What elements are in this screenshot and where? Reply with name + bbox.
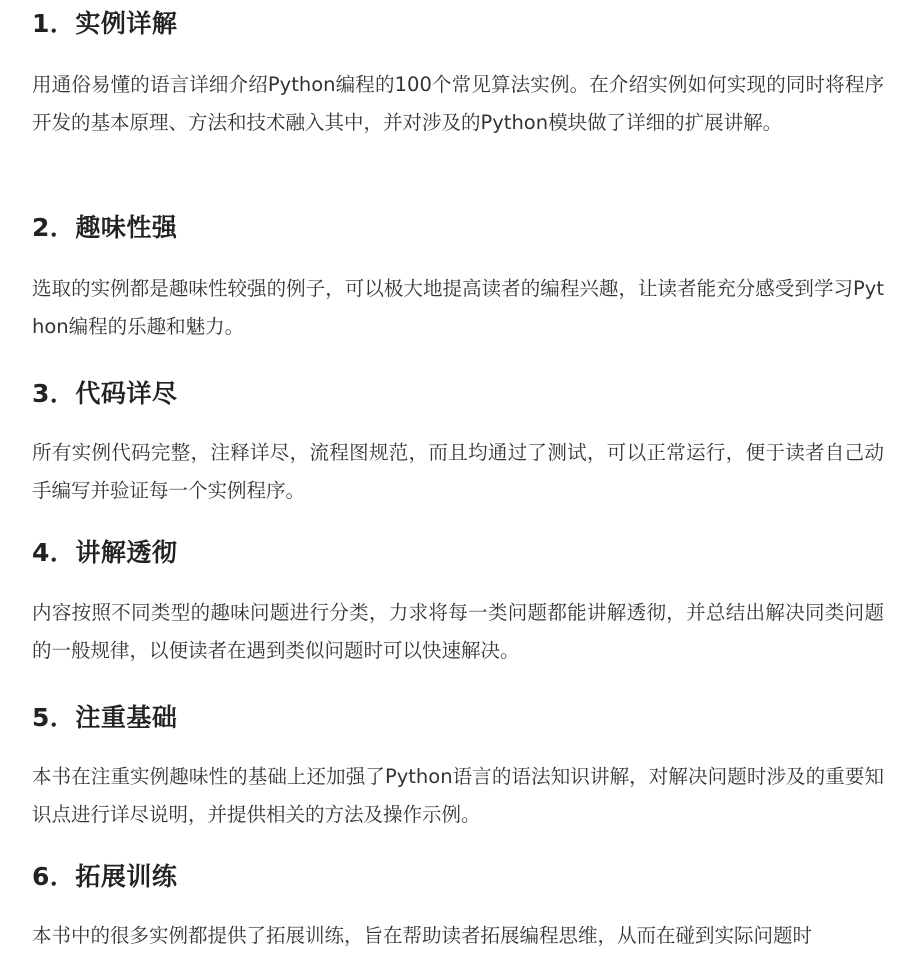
section-heading-2: 2．趣味性强: [32, 213, 178, 242]
section-heading-4: 4．讲解透彻: [32, 538, 178, 567]
section-heading-6: 6．拓展训练: [32, 862, 178, 891]
section-paragraph-5: 本书在注重实例趣味性的基础上还加强了Python语言的语法知识讲解，对解决问题时涉及的重要知识点进行详尽说明，并提供相关的方法及操作示例。: [32, 765, 884, 826]
section-paragraph-2: 选取的实例都是趣味性较强的例子，可以极大地提高读者的编程兴趣，让读者能充分感受到学习Python编程的乐趣和魅力。: [32, 277, 884, 338]
section-paragraph-6: 本书中的很多实例都提供了拓展训练，旨在帮助读者拓展编程思维，从而在碰到实际问题时: [32, 924, 813, 947]
section-paragraph-4: 内容按照不同类型的趣味问题进行分类，力求将每一类问题都能讲解透彻，并总结出解决同类问题的一般规律，以便读者在遇到类似问题时可以快速解决。: [32, 601, 884, 662]
section-heading-5: 5．注重基础: [32, 703, 178, 732]
section-heading-3: 3．代码详尽: [32, 379, 178, 408]
section-paragraph-1: 用通俗易懂的语言详细介绍Python编程的100个常见算法实例。在介绍实例如何实现的同时将程序开发的基本原理、方法和技术融入其中，并对涉及的Python模块做了详细的扩展讲解。: [32, 73, 884, 134]
section-paragraph-3: 所有实例代码完整，注释详尽，流程图规范，而且均通过了测试，可以正常运行，便于读者自己动手编写并验证每一个实例程序。: [32, 441, 884, 502]
section-heading-1: 1．实例详解: [32, 9, 178, 38]
